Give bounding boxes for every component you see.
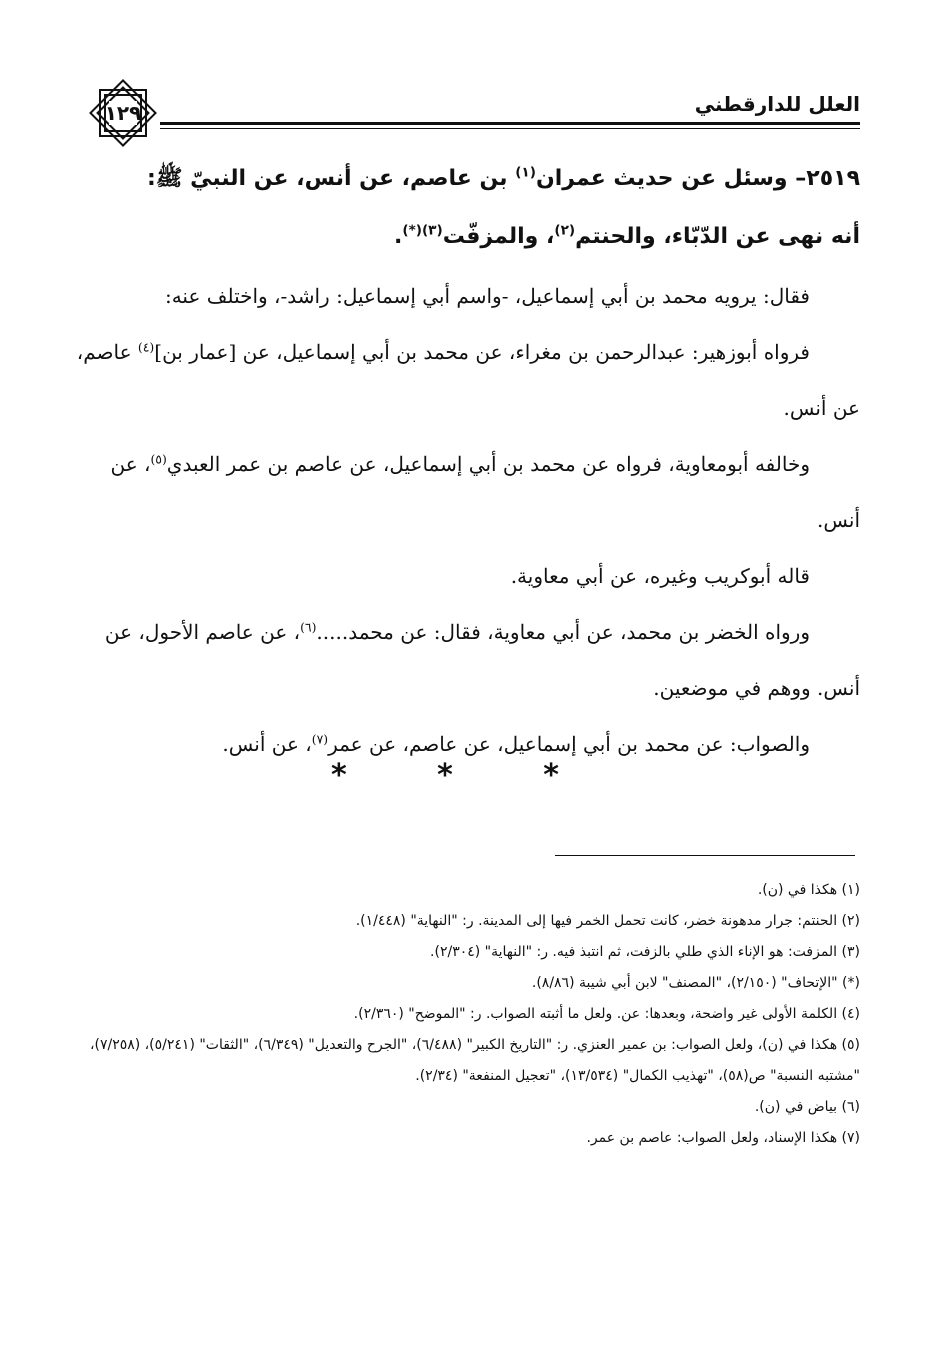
footnote: (٧) هكذا الإسناد، ولعل الصواب: عاصم بن عمر. bbox=[586, 1130, 860, 1146]
footnote: (٥) هكذا في (ن)، ولعل الصواب: بن عمير العنزي. ر: "التاريخ الكبير" (٦/٤٨٨)، "الجرح والتعديل" (٦/٣٤٩)، "الثقات" (٥/٢٤١)، (٧/٢٥٨)، "مشتبه النسبة" ص(٥٨)، "تهذيب الكمال" (١٣/٥٣٤)، "تعجيل المنفعة" (٢/٣٤). bbox=[89, 1037, 860, 1084]
running-title: العلل للدارقطني bbox=[694, 92, 860, 116]
heading-line-1 bbox=[70, 150, 860, 208]
paragraph bbox=[70, 548, 860, 604]
footnote-ref: (٥) bbox=[150, 451, 167, 467]
paragraph-text: عاصم، عن أنس. bbox=[76, 340, 860, 420]
paragraph-text: وخالفه أبومعاوية، فرواه عن محمد بن أبي إسماعيل، عن عاصم بن عمر العبدي bbox=[166, 452, 810, 476]
header-rule-thick bbox=[160, 122, 860, 125]
footnote: (*) "الإتحاف" (٢/١٥٠)، "المصنف" لابن أبي شيبة (٨/٨٦). bbox=[531, 975, 860, 991]
entry-heading bbox=[70, 150, 860, 266]
paragraph bbox=[70, 604, 860, 716]
paragraph bbox=[70, 268, 860, 324]
header-rule-thin bbox=[160, 128, 860, 129]
paragraph-text: ، عن عاصم الأحول، عن أنس. ووهم في موضعين. bbox=[104, 620, 860, 700]
footnote-ref: (١) bbox=[515, 164, 536, 181]
heading-text: – وسئل عن حديث عمران bbox=[535, 166, 807, 191]
footnote: (٤) الكلمة الأولى غير واضحة، وبعدها: عن. ولعل ما أثبته الصواب. ر: "الموضح" (٢/٣٦٠). bbox=[353, 1006, 860, 1022]
main-text bbox=[70, 268, 860, 772]
footnote-ref: (٢) bbox=[554, 222, 576, 239]
paragraph-text: قاله أبوكريب وغيره، عن أبي معاوية. bbox=[510, 564, 810, 588]
footnote-rule bbox=[555, 855, 855, 856]
footnote: (١) هكذا في (ن). bbox=[757, 882, 860, 898]
footnote-ref: (٣)(*) bbox=[402, 222, 443, 239]
paragraph-text: ، عن أنس. bbox=[110, 452, 860, 532]
section-separator: * * * bbox=[331, 758, 599, 793]
heading-line-2 bbox=[70, 208, 860, 266]
heading-text: بن عاصم، عن أنس، عن النبيّ ﷺ: bbox=[147, 166, 516, 191]
footnote-ref: (٧) bbox=[311, 731, 329, 747]
footnote-ref: (٦) bbox=[300, 619, 317, 635]
footnote: (٦) بياض في (ن). bbox=[754, 1099, 860, 1115]
footnote: (٣) المزفت: هو الإناء الذي طلي بالزفت، ثم انتبذ فيه. ر: "النهاية" (٢/٣٠٤). bbox=[430, 944, 860, 960]
heading-text: . bbox=[394, 224, 403, 249]
paragraph-text: فقال: يرويه محمد بن أبي إسماعيل، -واسم أبي إسماعيل: راشد-، واختلف عنه: bbox=[164, 284, 810, 308]
paragraph-text: ، عن أنس. bbox=[222, 732, 312, 756]
heading-text: أنه نهى عن الدّبّاء، والحنتم bbox=[575, 224, 860, 249]
page-number-badge bbox=[84, 74, 162, 152]
footnote: (٢) الحنتم: جرار مدهونة خضر، كانت تحمل الخمر فيها إلى المدينة. ر: "النهاية" (١/٤٤٨). bbox=[355, 913, 860, 929]
page-number: ١٢٩ bbox=[104, 101, 142, 125]
entry-number: ٢٥١٩ bbox=[806, 166, 860, 191]
paragraph-text: فرواه أبوزهير: عبدالرحمن بن مغراء، عن محمد بن أبي إسماعيل، عن [عمار بن] bbox=[154, 340, 810, 364]
paragraph bbox=[70, 436, 860, 548]
footnotes bbox=[70, 875, 860, 1154]
paragraph bbox=[70, 324, 860, 436]
heading-text: ، والمزفّت bbox=[442, 224, 555, 249]
paragraph-text: ورواه الخضر بن محمد، عن أبي معاوية، فقال: عن محمد..... bbox=[316, 620, 810, 644]
footnote-ref: (٤) bbox=[137, 339, 155, 355]
paragraph-text: والصواب: عن محمد بن أبي إسماعيل، عن عاصم، عن عمر bbox=[328, 732, 810, 756]
